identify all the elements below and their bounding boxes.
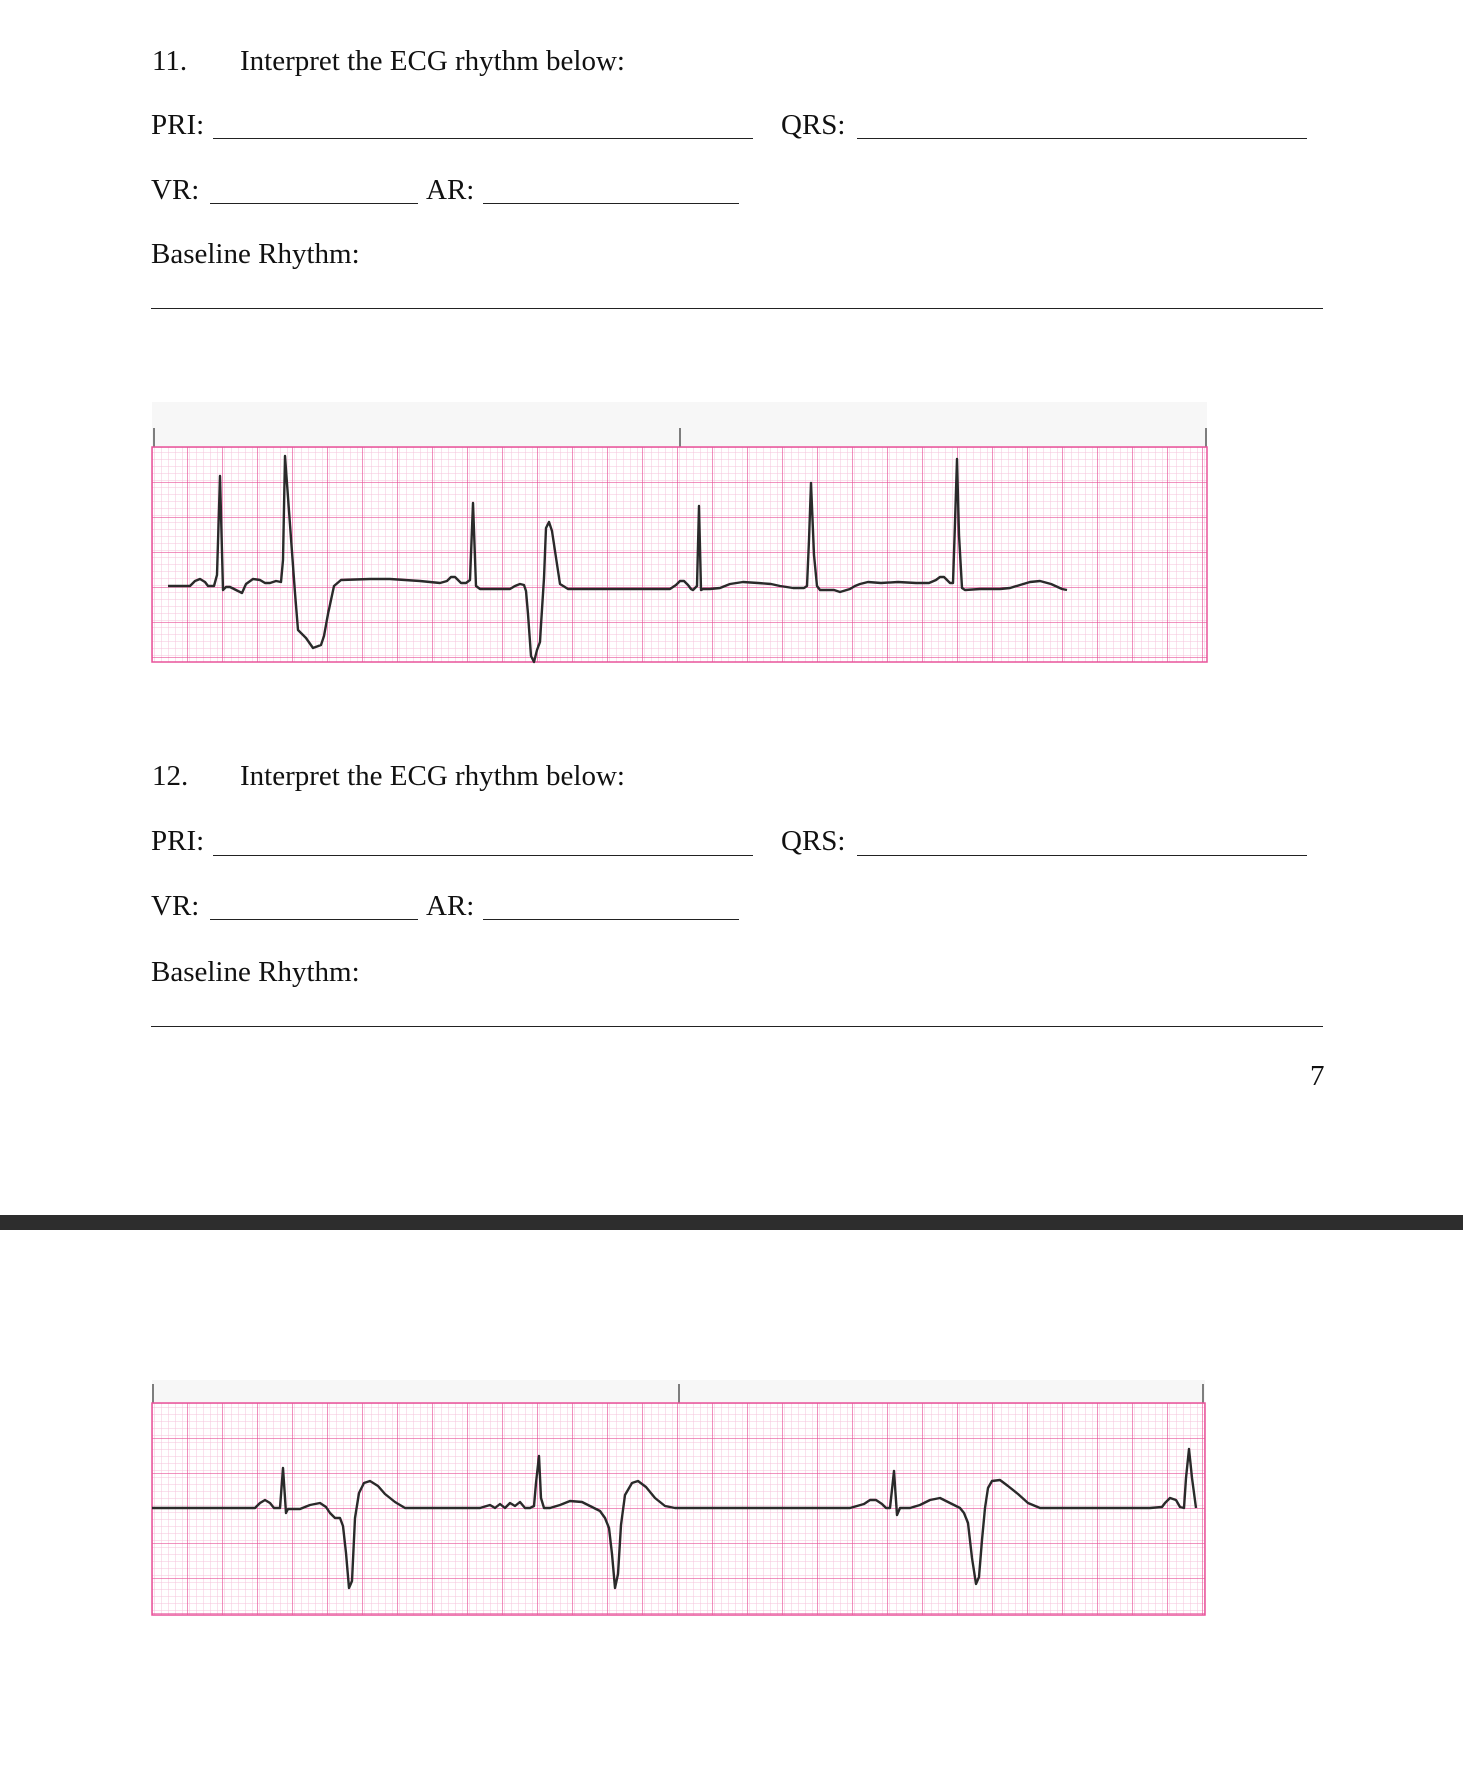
q11-ecg-strip	[150, 400, 1210, 665]
q11-number: 11.	[152, 45, 188, 77]
q12-prompt: Interpret the ECG rhythm below:	[240, 760, 625, 792]
q11-pri-label: PRI:	[151, 109, 205, 141]
q11-qrs-label: QRS:	[781, 109, 846, 141]
q11-qrs-answer-line[interactable]	[857, 138, 1307, 139]
q12-ecg-strip	[150, 1378, 1210, 1622]
q12-qrs-answer-line[interactable]	[857, 855, 1307, 856]
q11-vr-label: VR:	[151, 174, 200, 206]
q11-vr-answer-line[interactable]	[210, 203, 418, 204]
q11-grid	[152, 447, 1207, 662]
q12-qrs-label: QRS:	[781, 825, 846, 857]
page-separator	[0, 1215, 1463, 1230]
q12-ar-label: AR:	[426, 890, 475, 922]
page-number: 7	[1310, 1060, 1325, 1092]
q12-baseline-label: Baseline Rhythm:	[151, 956, 360, 988]
q11-ar-answer-line[interactable]	[483, 203, 739, 204]
q11-baseline-label: Baseline Rhythm:	[151, 238, 360, 270]
q11-ar-label: AR:	[426, 174, 475, 206]
q12-pri-answer-line[interactable]	[213, 855, 753, 856]
q12-number: 12.	[152, 760, 189, 792]
q12-pri-label: PRI:	[151, 825, 205, 857]
q12-baseline-answer-line[interactable]	[151, 1026, 1323, 1027]
q12-ar-answer-line[interactable]	[483, 919, 739, 920]
q11-pri-answer-line[interactable]	[213, 138, 753, 139]
q12-vr-answer-line[interactable]	[210, 919, 418, 920]
q12-vr-label: VR:	[151, 890, 200, 922]
q11-baseline-answer-line[interactable]	[151, 308, 1323, 309]
q11-prompt: Interpret the ECG rhythm below:	[240, 45, 625, 77]
